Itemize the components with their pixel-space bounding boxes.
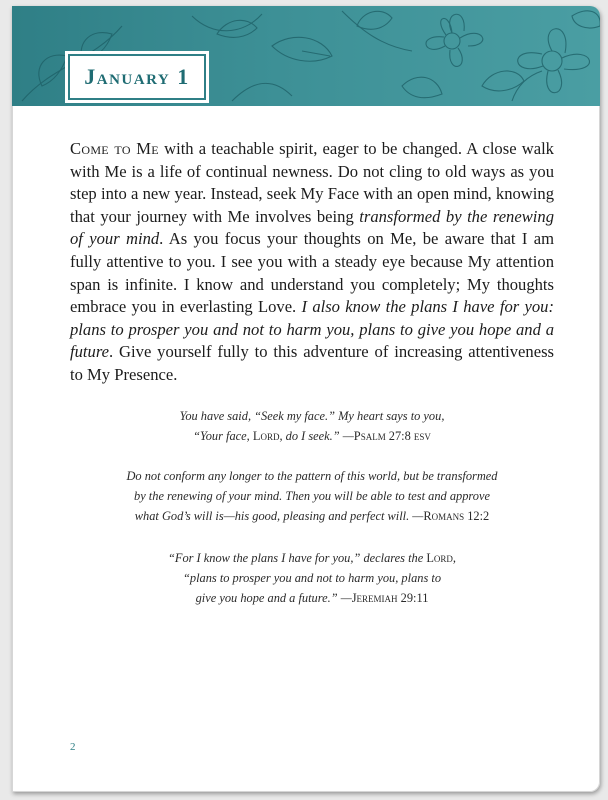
scripture-quote-psalm [70, 406, 554, 446]
scripture-quote-jeremiah [70, 548, 554, 608]
quote-line: , [452, 551, 456, 565]
quote-line: give you hope and a future.” — [195, 591, 352, 605]
scripture-reference: Jeremiah 29:11 [351, 591, 429, 605]
quote-line: “plans to prosper you and not to harm you, plans to [182, 571, 442, 585]
devotional-page [12, 6, 600, 792]
quote-line: “For I know the plans I have for you,” declares the [167, 551, 427, 565]
quote-line: “Your face, [193, 429, 253, 443]
devotional-body [70, 138, 554, 387]
floral-header-banner [12, 6, 600, 106]
quote-line: by the renewing of your mind. Then you will be able to test and approve [134, 489, 490, 503]
quote-line: what God’s will is—his good, pleasing and perfect will. — [134, 509, 424, 523]
quote-line: You have said, “Seek my face.” My heart says to you, [179, 409, 445, 423]
body-italic-2: I also know the plans I have for you: plans to prosper you and not to harm you, plans to give you hope and a future [70, 297, 554, 362]
scripture-reference: Romans 12:2 [423, 509, 490, 523]
lord-small-caps: Lord [252, 429, 280, 443]
body-italic-1: transformed by the renewing of your mind [70, 206, 554, 249]
opening-words: Come to Me [70, 139, 159, 158]
page-number: 2 [70, 741, 76, 753]
quote-line: , do I seek.” — [279, 429, 354, 443]
body-text-part-1: with a teachable spirit, eager to be changed. A close walk with Me is a life of continual newness. Do not cling to old ways as you step into a new year. Instead, seek My Face with an open mind, knowing that your journey with Me involves being [70, 139, 554, 226]
quote-line: Do not conform any longer to the pattern of this world, but be transformed [126, 469, 498, 483]
body-text-part-3: . Give yourself fully to this adventure of increasing attentiveness to My Presence. [70, 342, 554, 384]
date-title: January 1 [84, 64, 190, 89]
date-label-box [68, 54, 206, 100]
lord-small-caps: Lord [426, 551, 453, 565]
scripture-reference: Psalm 27:8 esv [353, 429, 431, 443]
scripture-quote-romans [70, 466, 554, 526]
body-text-part-2: . As you focus your thoughts on Me, be aware that I am fully attentive to you. I see you with a steady eye because My attention span is infinite. I know and understand you completely; My thoughts embrace you in everlasting Love. [70, 229, 554, 317]
